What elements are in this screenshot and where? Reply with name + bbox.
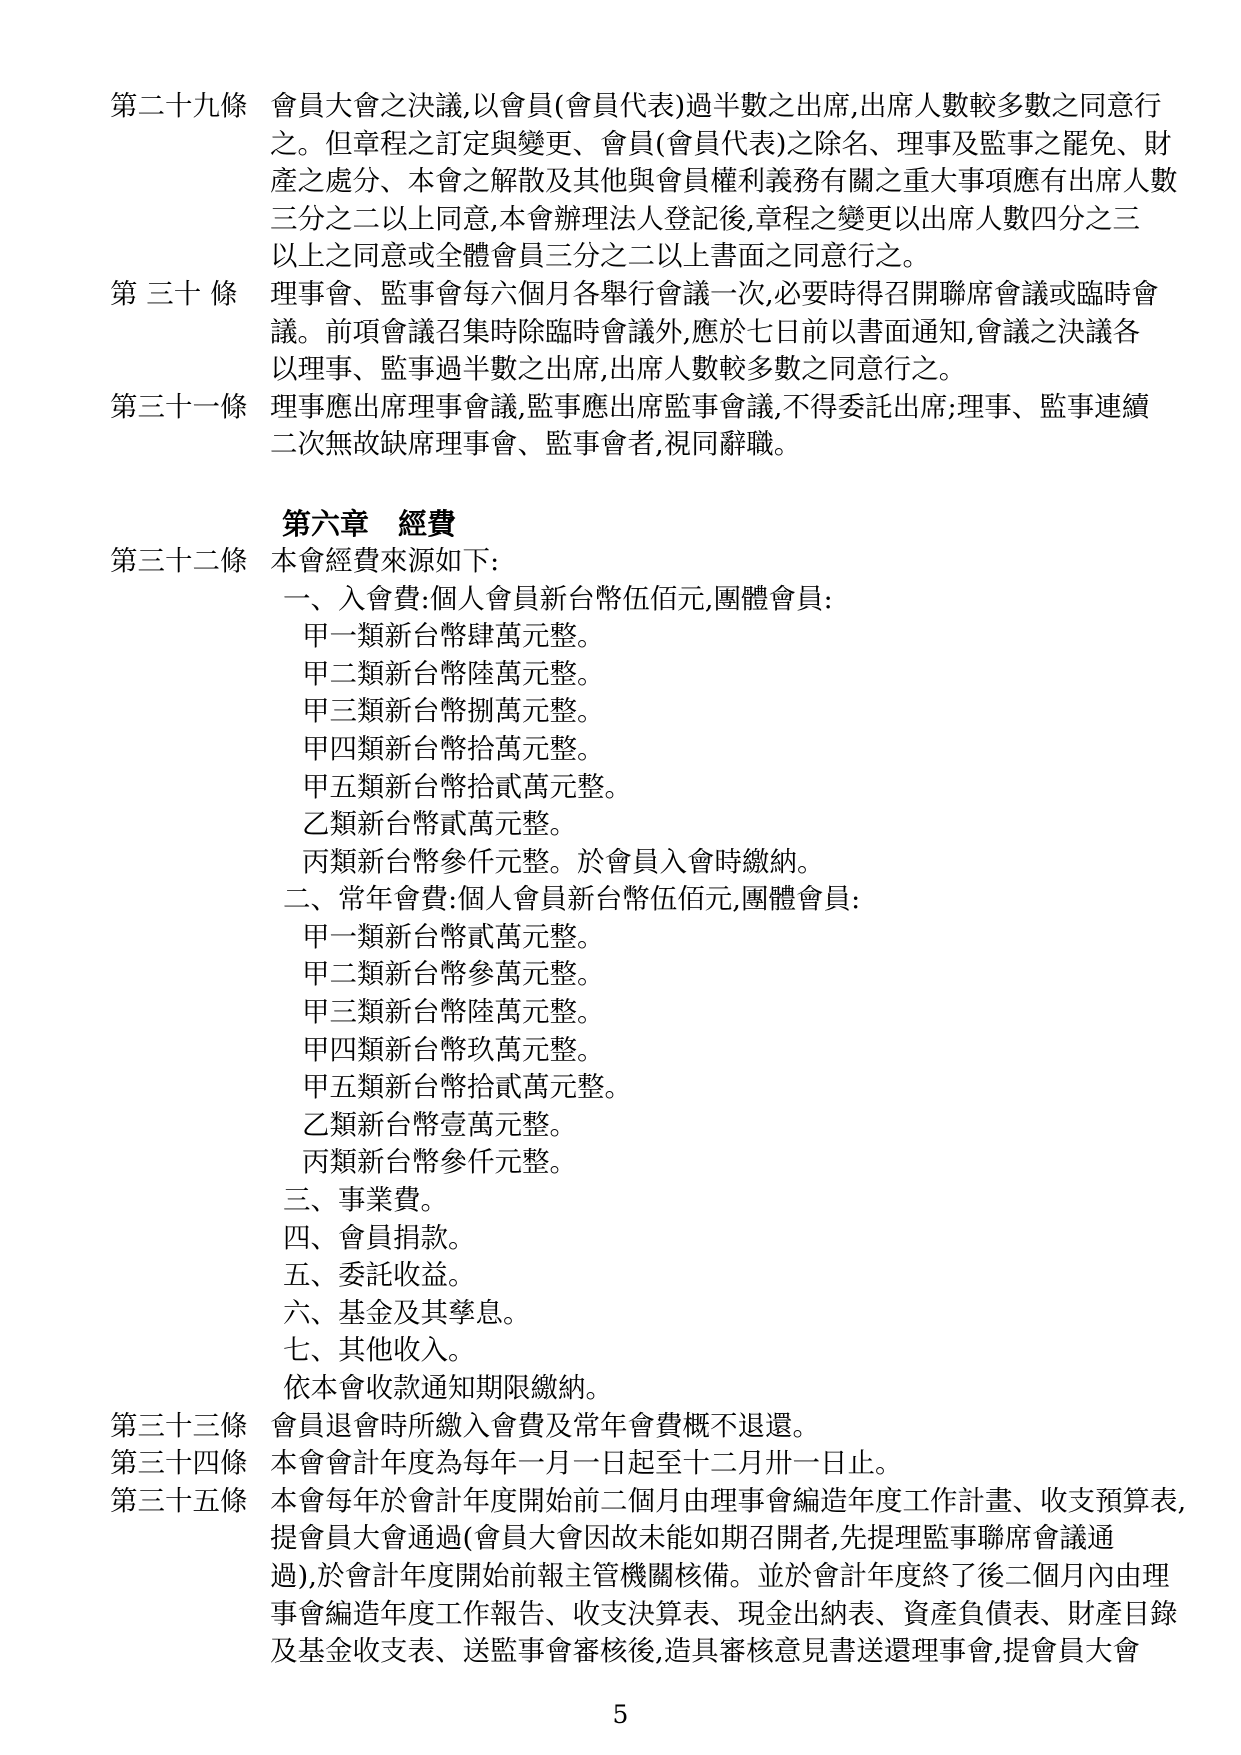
article-line: 本會每年於會計年度開始前二個月由理事會編造年度工作計畫、收支預算表, xyxy=(270,1484,1187,1517)
list-subitem: 甲四類新台幣拾萬元整。 xyxy=(302,732,605,765)
list-subitem: 乙類新台幣貳萬元整。 xyxy=(302,808,577,841)
article-line: 議。前項會議召集時除臨時會議外,應於七日前以書面通知,會議之決議各 xyxy=(270,315,1140,348)
article-body xyxy=(270,1408,1133,1446)
article-30 xyxy=(110,276,1159,389)
article-label: 第三十五條 xyxy=(110,1484,248,1517)
article-body xyxy=(270,389,1149,464)
list-item: 一、入會費:個人會員新台幣伍佰元,團體會員: xyxy=(283,582,833,615)
article-35 xyxy=(110,1483,1187,1671)
article-line: 以理事、監事過半數之出席,出席人數較多數之同意行之。 xyxy=(270,353,967,386)
article-line: 事會編造年度工作報告、收支決算表、現金出納表、資產負債表、財產目錄 xyxy=(270,1597,1178,1630)
article-label: 第二十九條 xyxy=(110,90,248,122)
article-label: 第三十一條 xyxy=(110,390,248,423)
list-item: 三、事業費。 xyxy=(283,1184,448,1217)
list-item: 二、常年會費:個人會員新台幣伍佰元,團體會員: xyxy=(283,883,861,916)
article-line: 過),於會計年度開始前報主管機關核備。並於會計年度終了後二個月內由理 xyxy=(270,1559,1170,1592)
article-line: 三分之二以上同意,本會辦理法人登記後,章程之變更以出席人數四分之三 xyxy=(270,202,1140,235)
article-line: 及基金收支表、送監事會審核後,造具審核意見書送還理事會,提會員大會 xyxy=(270,1635,1140,1668)
article-line: 提會員大會通過(會員大會因故未能如期召開者,先提理監事聯席會議通 xyxy=(270,1522,1115,1555)
article-32 xyxy=(110,543,1133,1408)
list-subitem: 甲二類新台幣陸萬元整。 xyxy=(302,657,605,690)
chapter-heading: 第六章 經費 xyxy=(282,506,457,541)
article-label: 第三十三條 xyxy=(110,1409,248,1442)
article-line: 理事應出席理事會議,監事應出席監事會議,不得委託出席;理事、監事連續 xyxy=(270,390,1150,423)
article-line: 以上之同意或全體會員三分之二以上書面之同意行之。 xyxy=(270,240,930,273)
article-line: 之。但章程之訂定與變更、會員(會員代表)之除名、理事及監事之罷免、財 xyxy=(270,127,1172,160)
list-item: 六、基金及其孳息。 xyxy=(283,1296,531,1329)
article-29 xyxy=(110,88,1178,276)
list-subitem: 甲四類新台幣玖萬元整。 xyxy=(302,1033,605,1066)
list-subitem: 甲一類新台幣貳萬元整。 xyxy=(302,920,605,953)
list-subitem: 甲五類新台幣拾貳萬元整。 xyxy=(302,770,632,803)
article-31 xyxy=(110,389,1150,464)
article-33 xyxy=(110,1408,1133,1446)
article-body xyxy=(270,1445,1133,1483)
article-body xyxy=(270,543,1133,1408)
article-line: 理事會、監事會每六個月各舉行會議一次,必要時得召開聯席會議或臨時會 xyxy=(270,277,1159,310)
article-line: 會員大會之決議,以會員(會員代表)過半數之出席,出席人數較多數之同意行 xyxy=(270,90,1162,122)
list-item: 四、會員捐款。 xyxy=(283,1221,476,1254)
list-subitem: 甲一類新台幣肆萬元整。 xyxy=(302,620,605,653)
article-line: 本會經費來源如下: xyxy=(270,544,500,577)
article-body xyxy=(270,1483,1186,1671)
article-line: 依本會收款通知期限繳納。 xyxy=(283,1372,613,1404)
article-line: 本會會計年度為每年一月一日起至十二月卅一日止。 xyxy=(270,1447,903,1480)
list-item: 五、委託收益。 xyxy=(283,1259,476,1292)
list-subitem: 甲三類新台幣捌萬元整。 xyxy=(302,695,605,728)
article-line: 會員退會時所繳入會費及常年會費概不退還。 xyxy=(270,1409,820,1442)
list-subitem: 乙類新台幣壹萬元整。 xyxy=(302,1108,577,1141)
article-line: 產之處分、本會之解散及其他與會員權利義務有關之重大事項應有出席人數 xyxy=(270,165,1178,198)
list-subitem: 甲五類新台幣拾貳萬元整。 xyxy=(302,1071,632,1104)
article-body xyxy=(270,276,1159,389)
article-label: 第三十二條 xyxy=(110,544,248,577)
list-subitem: 丙類新台幣參仟元整。 xyxy=(302,1146,577,1179)
article-body xyxy=(270,88,1178,276)
article-34 xyxy=(110,1445,1133,1483)
article-label: 第 三十 條 xyxy=(110,277,238,310)
list-subitem: 甲三類新台幣陸萬元整。 xyxy=(302,996,605,1029)
article-label: 第三十四條 xyxy=(110,1447,248,1480)
list-subitem: 丙類新台幣參仟元整。於會員入會時繳納。 xyxy=(302,845,825,878)
list-item: 七、其他收入。 xyxy=(283,1334,476,1367)
article-line: 二次無故缺席理事會、監事會者,視同辭職。 xyxy=(270,428,802,461)
list-subitem: 甲二類新台幣參萬元整。 xyxy=(302,958,605,991)
page-number: 5 xyxy=(612,1700,629,1729)
